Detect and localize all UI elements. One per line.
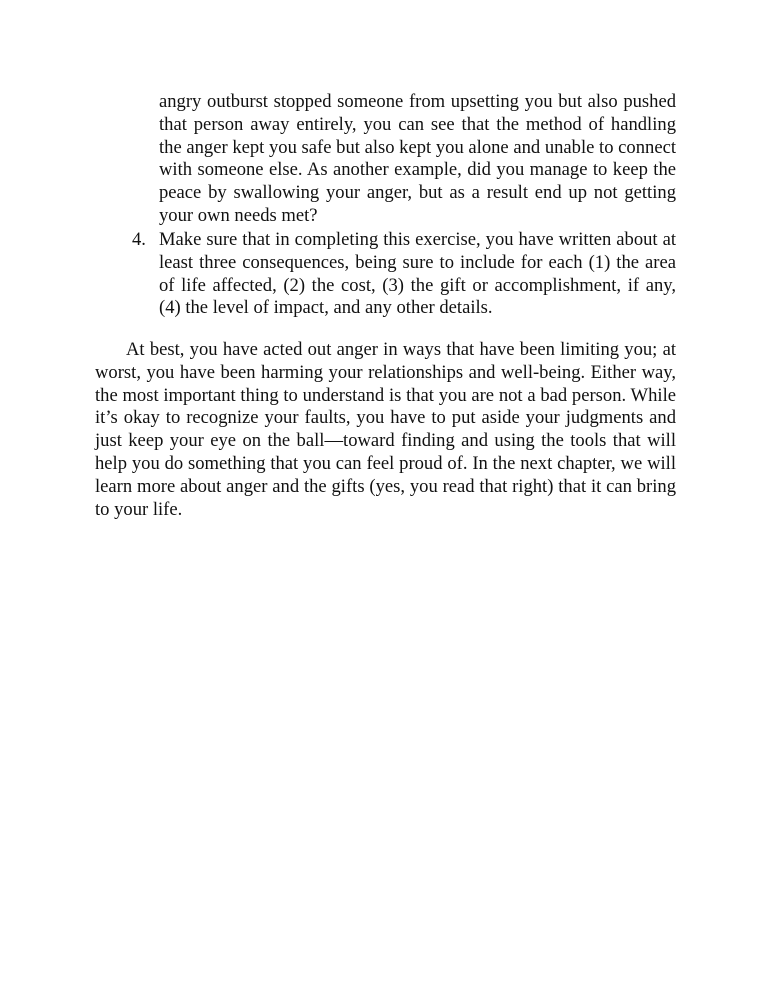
numbered-list-item xyxy=(132,229,676,320)
list-item-continuation-text: angry outburst stopped someone from upsetting you but also pushed that person away entirely, you can see that the method of handling the anger kept you safe but also kept you alone and unable to connect with someone else. As another example, did you manage to keep the peace by swallowing your anger, but as a result end up not getting your own needs met? xyxy=(159,91,676,226)
list-item-text: Make sure that in completing this exercise, you have written about at least three consequences, being sure to include for each (1) the area of life affected, (2) the cost, (3) the gift or accomplishment, if any, (4) the level of impact, and any other details. xyxy=(159,229,676,319)
list-item-number: 4. xyxy=(132,229,146,250)
body-paragraph: At best, you have acted out anger in ways that have been limiting you; at worst, you have been harming your relationships and well-being. Either way, the most important thing to understand is that you are not a bad person. While it’s okay to recognize your faults, you have to put aside your judgments and just keep your eye on the ball—toward finding and using the tools that will help you do something that you can feel proud of. In the next chapter, we will learn more about anger and the gifts (yes, you read that right) that it can bring to your life. xyxy=(95,339,676,520)
